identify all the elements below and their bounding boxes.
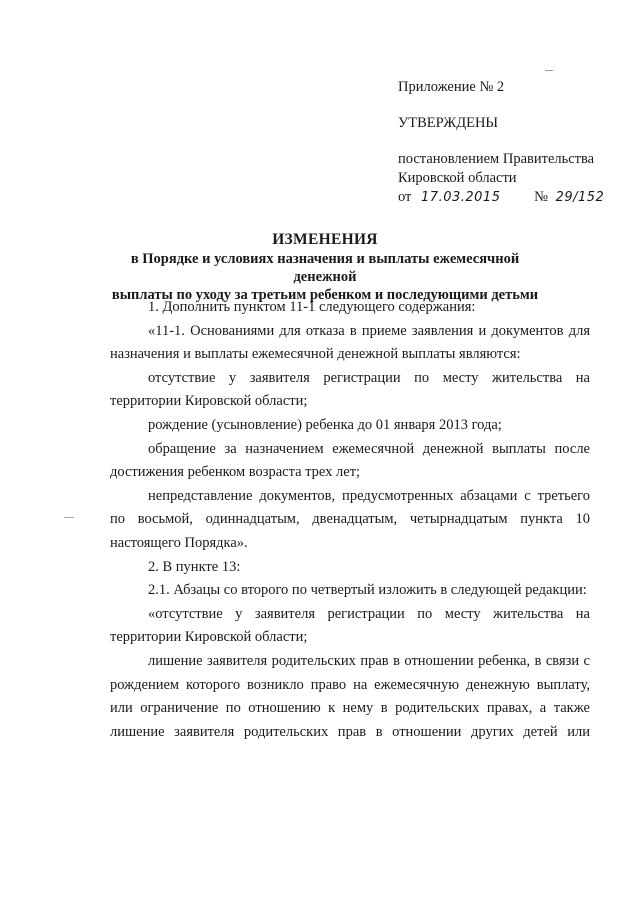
paragraph: 2. В пункте 13: <box>148 558 241 575</box>
scan-mark <box>545 70 553 71</box>
decree-line-1: постановлением Правительства <box>398 151 595 167</box>
paragraph: «отсутствие у заявителя регистрации по месту жительства на территории Кировской области; <box>110 605 590 646</box>
paragraph: 2.1. Абзацы со второго по четвертый изложить в следующей редакции: <box>148 582 587 599</box>
title-sub-line-2: выплаты по уходу за третьим ребенком и последующими детьми <box>111 287 539 303</box>
approval-block <box>398 78 604 207</box>
title-main: ИЗМЕНЕНИЯ <box>272 231 378 248</box>
document-body <box>110 296 590 744</box>
paragraph: «11-1. Основаниями для отказа в приеме заявления и документов для назначения и выплаты ежемесячной денежной выплаты являются: <box>110 322 590 363</box>
document-title <box>110 230 540 304</box>
date-prefix: от <box>398 189 412 205</box>
decree-number: 29/152 <box>555 190 605 205</box>
scan-mark <box>64 517 74 518</box>
paragraph: 1. Дополнить пунктом 11-1 следующего содержания: <box>148 299 476 315</box>
approved-label: УТВЕРЖДЕНЫ <box>398 115 499 131</box>
paragraph: непредставление документов, предусмотренных абзацами с третьего по восьмой, одиннадцатым, двенадцатым, четырнадцатым пункта 10 настоящего Порядка». <box>110 487 590 551</box>
decree-line-2: Кировской области <box>398 170 517 186</box>
paragraph: отсутствие у заявителя регистрации по месту жительства на территории Кировской области; <box>110 369 590 410</box>
paragraph: рождение (усыновление) ребенка до 01 января 2013 года; <box>148 416 502 433</box>
decree-date-number <box>398 188 604 207</box>
number-prefix: № <box>534 189 548 205</box>
title-sub-line-1: в Порядке и условиях назначения и выплаты ежемесячной денежной <box>130 251 520 285</box>
paragraph: лишение заявителя родительских прав в отношении ребенка, в связи с рождением которого возникло право на ежемесячную денежную выплату, или ограничение по отношению к нему в родительских правах, а также лишение заявителя родительских прав в отношении других детей или <box>110 652 590 740</box>
paragraph: обращение за назначением ежемесячной денежной выплаты после достижения ребенком возраста трех лет; <box>110 440 590 481</box>
decree-date: 17.03.2015 <box>421 190 501 205</box>
appendix-label: Приложение № 2 <box>398 79 505 95</box>
